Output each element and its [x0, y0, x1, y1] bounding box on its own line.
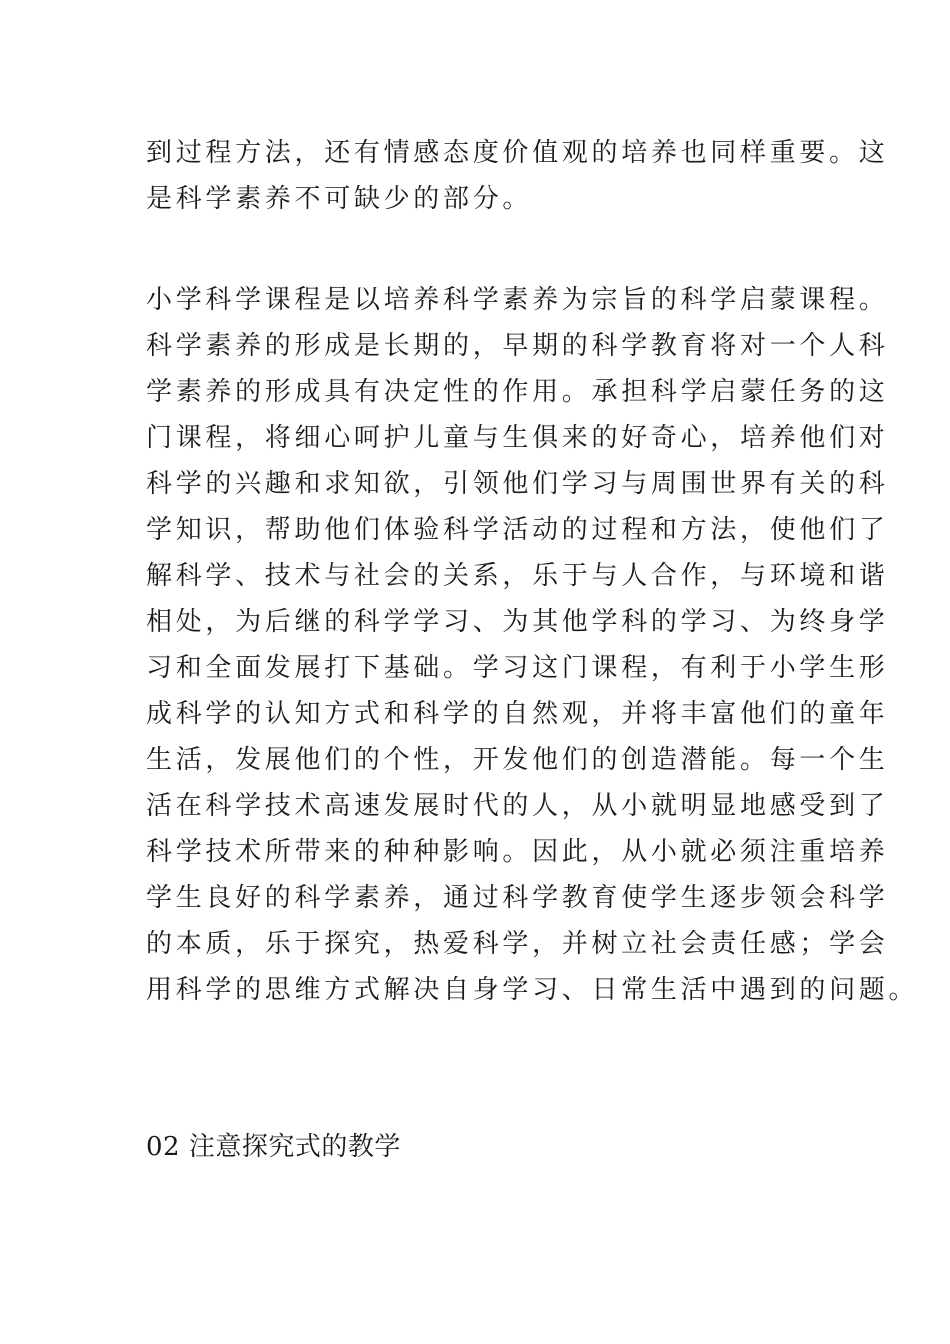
paragraph-line: 小学科学课程是以培养科学素养为宗旨的科学启蒙课程。	[146, 285, 889, 315]
paragraph-line: 学生良好的科学素养，通过科学教育使学生逐步领会科学	[146, 883, 889, 913]
paragraph-line: 的本质，乐于探究，热爱科学，并树立社会责任感；学会	[146, 929, 889, 959]
paragraph-line: 到过程方法，还有情感态度价值观的培养也同样重要。这	[146, 138, 889, 168]
paragraph-line: 生活，发展他们的个性，开发他们的创造潜能。每一个生	[146, 745, 889, 775]
paragraph-line: 学素养的形成具有决定性的作用。承担科学启蒙任务的这	[146, 377, 889, 407]
paragraph-line: 是科学素养不可缺少的部分。	[146, 184, 533, 214]
paragraph-line: 门课程，将细心呵护儿童与生俱来的好奇心，培养他们对	[146, 423, 889, 453]
paragraph-line: 用科学的思维方式解决自身学习、日常生活中遇到的问题。	[146, 975, 919, 1005]
paragraph-line: 解科学、技术与社会的关系，乐于与人合作，与环境和谐	[146, 561, 889, 591]
paragraph-line: 科学技术所带来的种种影响。因此，从小就必须注重培养	[146, 837, 889, 867]
paragraph-line: 活在科学技术高速发展时代的人，从小就明显地感受到了	[146, 791, 889, 821]
paragraph-line: 学知识，帮助他们体验科学活动的过程和方法，使他们了	[146, 515, 889, 545]
paragraph-line: 相处，为后继的科学学习、为其他学科的学习、为终身学	[146, 607, 889, 637]
paragraph-line: 成科学的认知方式和科学的自然观，并将丰富他们的童年	[146, 699, 889, 729]
paragraph-line: 习和全面发展打下基础。学习这门课程，有利于小学生形	[146, 653, 889, 683]
section-heading: 02 注意探究式的教学	[146, 1132, 401, 1162]
paragraph-line: 科学素养的形成是长期的，早期的科学教育将对一个人科	[146, 331, 889, 361]
paragraph-line: 科学的兴趣和求知欲，引领他们学习与周围世界有关的科	[146, 469, 889, 499]
